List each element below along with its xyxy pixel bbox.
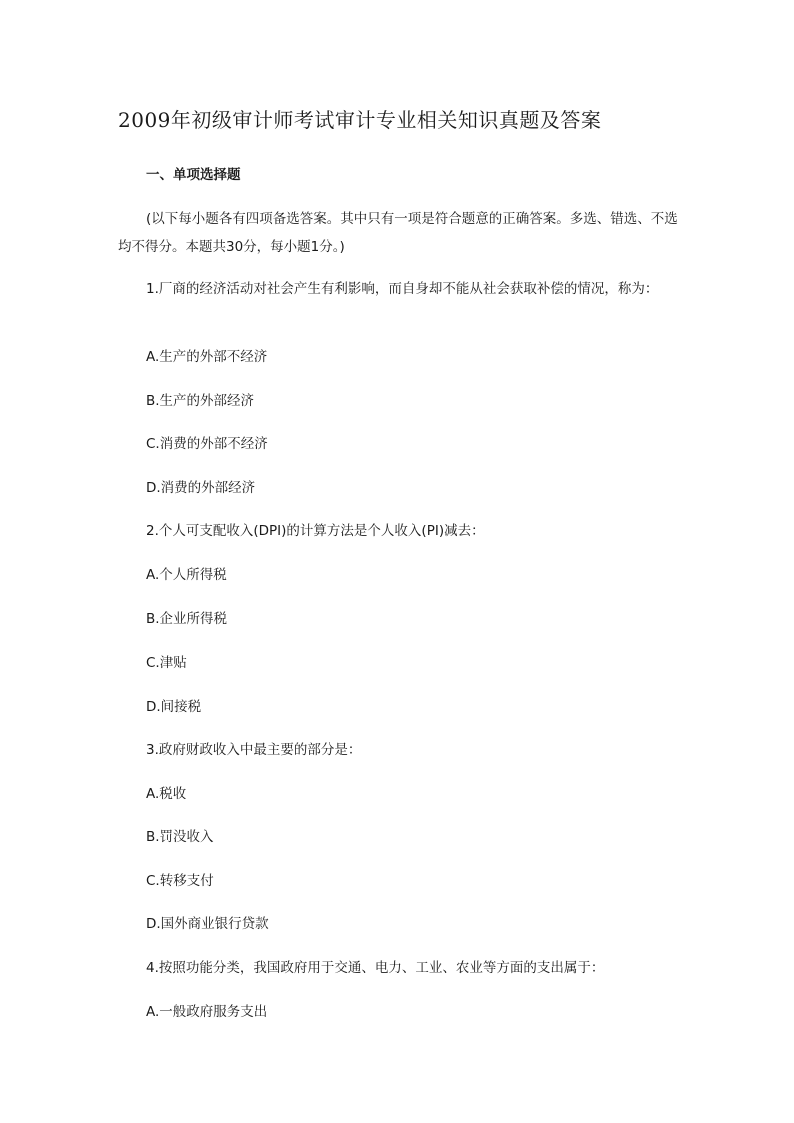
section-heading: 一、单项选择题	[146, 167, 241, 183]
question-option: A.个人所得税	[146, 567, 227, 583]
question-stem: 1.厂商的经济活动对社会产生有利影响，而自身却不能从社会获取补偿的情况，称为：	[146, 281, 659, 297]
question-stem: 3.政府财政收入中最主要的部分是：	[146, 742, 362, 758]
question-option: C.津贴	[146, 655, 187, 671]
question-stem: 4.按照功能分类，我国政府用于交通、电力、工业、农业等方面的支出属于：	[146, 960, 605, 976]
document-title: 2009年初级审计师考试审计专业相关知识真题及答案	[118, 108, 602, 132]
instructions-paragraph: (以下每小题各有四项备选答案。其中只有一项是符合题意的正确答案。多选、错选、不选均不得分。本题共30分，每小题1分。)	[118, 211, 678, 255]
question-option: A.生产的外部不经济	[146, 349, 268, 365]
question-option: B.生产的外部经济	[146, 393, 255, 409]
question-option: A.税收	[146, 786, 187, 802]
question-option: D.国外商业银行贷款	[146, 916, 269, 932]
question-option: B.企业所得税	[146, 611, 228, 627]
question-option: A.一般政府服务支出	[146, 1004, 268, 1020]
question-option: C.转移支付	[146, 873, 214, 889]
question-option: D.消费的外部经济	[146, 480, 256, 496]
question-option: D.间接税	[146, 699, 202, 715]
question-option: B.罚没收入	[146, 829, 214, 845]
question-stem: 2.个人可支配收入(DPI)的计算方法是个人收入(PI)减去：	[146, 523, 485, 539]
question-option: C.消费的外部不经济	[146, 436, 268, 452]
